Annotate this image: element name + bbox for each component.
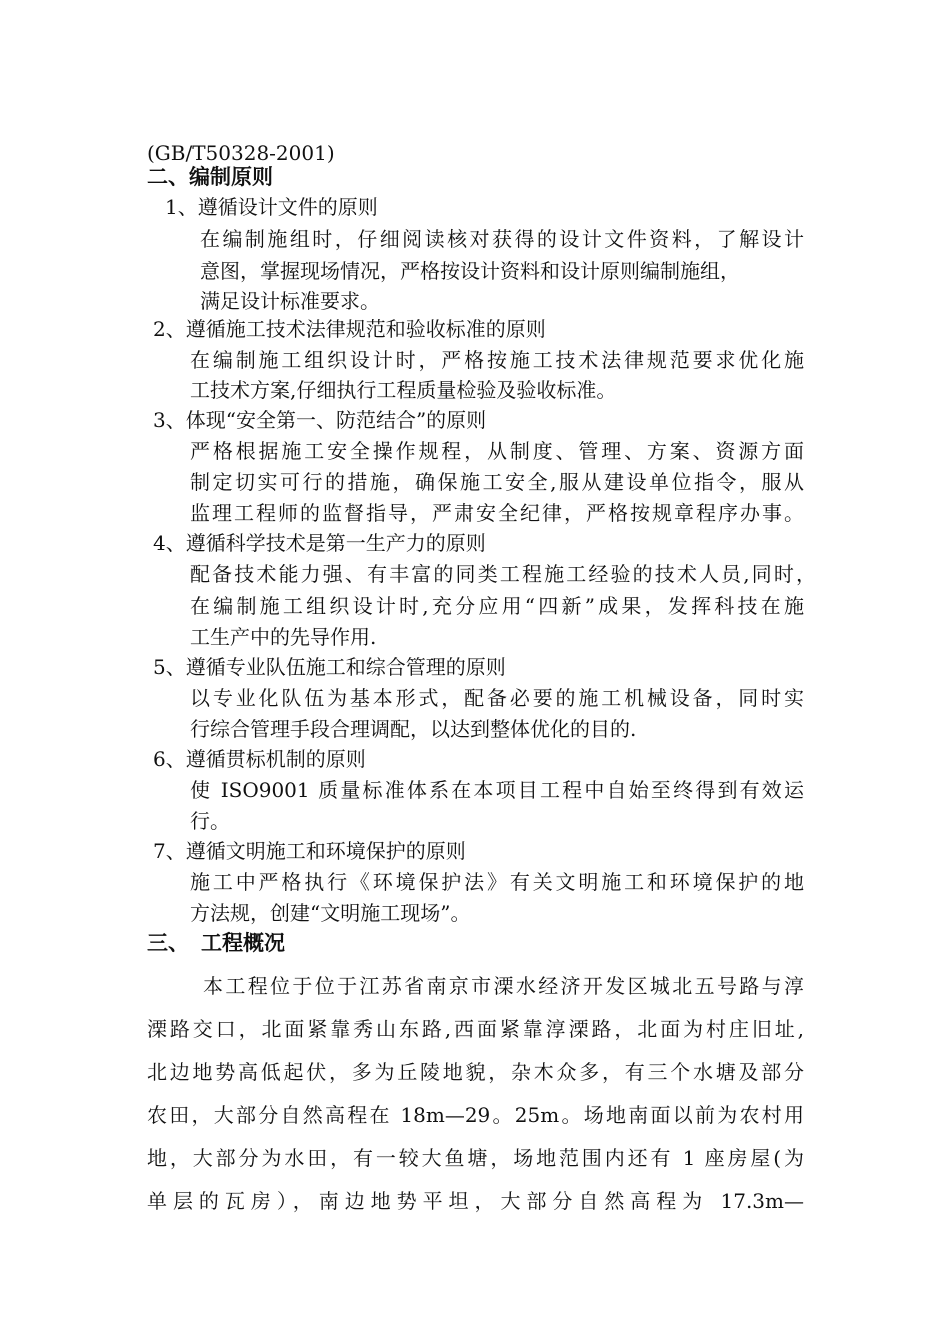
- principle-3-line-3: 监理工程师的监督指导，严肃安全纪律，严格按规章程序办事。: [190, 501, 804, 525]
- section-heading-number: 三、: [147, 931, 189, 955]
- principle-4-line-2: 在编制施工组织设计时,充分应用“四新”成果，发挥科技在施: [190, 594, 804, 618]
- principle-1-line-3: 满足设计标准要求。: [200, 289, 380, 313]
- overview-line-5: 地，大部分为水田，有一较大鱼塘，场地范围内还有 1 座房屋(为: [147, 1146, 804, 1170]
- principle-3-line-1: 严格根据施工安全操作规程，从制度、管理、方案、资源方面: [190, 439, 804, 463]
- section-heading-project-overview: 工程概况: [201, 931, 285, 955]
- principle-7-line-2: 方法规，创建“文明施工现场”。: [190, 901, 471, 925]
- principle-6-line-1: 使 ISO9001 质量标准体系在本项目工程中自始至终得到有效运: [190, 778, 804, 802]
- principle-title-3: 3、体现“安全第一、防范结合”的原则: [153, 408, 487, 432]
- principle-6-line-2: 行。: [190, 809, 230, 833]
- principle-title-2: 2、遵循施工技术法律规范和验收标准的原则: [153, 317, 546, 341]
- principle-title-1: 1、遵循设计文件的原则: [165, 195, 378, 219]
- standard-reference: (GB/T50328-2001): [147, 141, 335, 165]
- principle-title-6: 6、遵循贯标机制的原则: [153, 747, 366, 771]
- principle-title-7: 7、遵循文明施工和环境保护的原则: [153, 839, 466, 863]
- overview-line-2: 溧路交口，北面紧靠秀山东路,西面紧靠淳溧路，北面为村庄旧址,: [147, 1017, 804, 1041]
- overview-line-3: 北边地势高低起伏，多为丘陵地貌，杂木众多，有三个水塘及部分: [147, 1060, 804, 1084]
- section-heading-compilation-principles: 二、编制原则: [147, 165, 273, 189]
- principle-title-5: 5、遵循专业队伍施工和综合管理的原则: [153, 655, 506, 679]
- principle-1-line-2: 意图，掌握现场情况，严格按设计资料和设计原则编制施组，: [200, 259, 740, 283]
- principle-5-line-2: 行综合管理手段合理调配，以达到整体优化的目的.: [190, 717, 637, 741]
- overview-line-6: 单层的瓦房），南边地势平坦，大部分自然高程为 17.3m—: [147, 1189, 804, 1213]
- principle-3-line-2: 制定切实可行的措施，确保施工安全,服从建设单位指令，服从: [190, 470, 804, 494]
- principle-4-line-3: 工生产中的先导作用.: [190, 625, 377, 649]
- principle-1-line-1: 在编制施组时，仔细阅读核对获得的设计文件资料，了解设计: [200, 227, 804, 251]
- overview-line-4: 农田，大部分自然高程在 18m—29。25m。场地南面以前为农村用: [147, 1103, 804, 1127]
- principle-2-line-1: 在编制施工组织设计时，严格按施工技术法律规范要求优化施: [190, 348, 804, 372]
- principle-2-line-2: 工技术方案,仔细执行工程质量检验及验收标准。: [190, 378, 617, 402]
- principle-5-line-1: 以专业化队伍为基本形式，配备必要的施工机械设备，同时实: [190, 686, 804, 710]
- overview-line-1: 本工程位于位于江苏省南京市溧水经济开发区城北五号路与淳: [203, 974, 804, 998]
- principle-4-line-1: 配备技术能力强、有丰富的同类工程施工经验的技术人员,同时，: [190, 562, 816, 586]
- principle-7-line-1: 施工中严格执行《环境保护法》有关文明施工和环境保护的地: [190, 870, 804, 894]
- principle-title-4: 4、遵循科学技术是第一生产力的原则: [153, 531, 486, 555]
